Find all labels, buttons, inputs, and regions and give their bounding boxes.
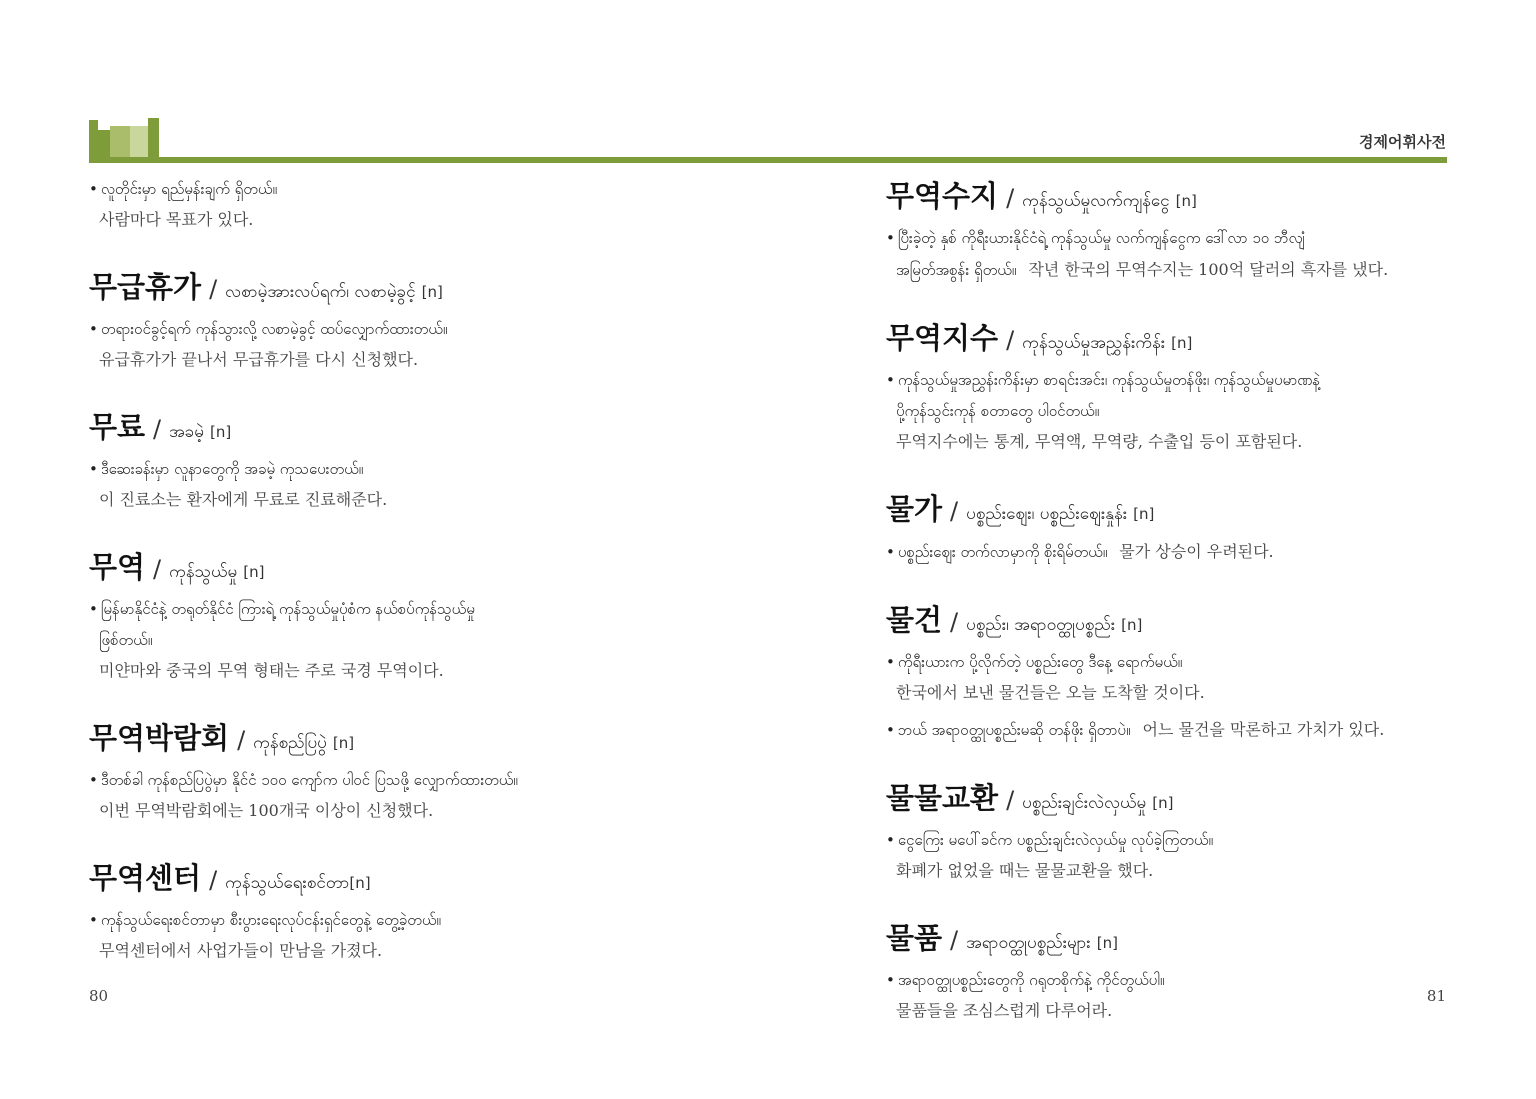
headword-meaning: ကုန်သွယ်ရေးစင်တာ — [225, 873, 350, 893]
entries-column-left — [89, 174, 729, 996]
headword: 무역 / ကုန်သွယ်မှု [n] — [89, 545, 729, 586]
part-of-speech: [n] — [1175, 192, 1197, 210]
part-of-speech: [n] — [210, 423, 232, 441]
part-of-speech: [n] — [332, 734, 355, 752]
part-of-speech: [n] — [1171, 334, 1193, 352]
entry — [89, 174, 729, 235]
example-myanmar: • ကုန်သွယ်ရေးစင်တာမှာ စီးပွားရေးလုပ်ငန်းရှင်တွေနဲ့ တွေ့ခဲ့တယ်။ — [89, 911, 441, 929]
entry — [886, 174, 1526, 286]
headword: 물품 / အရာဝတ္ထုပစ္စည်းများ [n] — [886, 916, 1526, 957]
example-myanmar: • လူတိုင်းမှာ ရည်မှန်းချက် ရှိတယ်။ — [89, 180, 277, 198]
entry — [89, 856, 729, 966]
example-myanmar-cont: ဖြစ်တယ်။ — [99, 631, 153, 649]
entry — [89, 716, 729, 826]
running-title: 경제어휘사전 — [1359, 133, 1446, 151]
example-korean: 무역센터에서 사업가들이 만남을 가졌다. — [99, 941, 383, 960]
entry — [886, 487, 1526, 568]
headword: 무역박람회 / ကုန်စည်ပြပွဲ [n] — [89, 716, 729, 757]
header-rule — [89, 157, 768, 163]
example-myanmar: • ပစ္စည်းဈေး တက်လာမှာကို စိုးရိမ်တယ်။ 물가 상승이 우려된다. — [886, 542, 1274, 561]
example-myanmar: • ပြီးခဲ့တဲ့ နှစ် ကိုရီးယားနိုင်ငံရဲ့ ကုန်သွယ်မှု လက်ကျန်ငွေက ဒေါ်လာ ၁၀ ဘီလျံ — [886, 229, 1305, 247]
headword: 물가 / ပစ္စည်းဈေး၊ ပစ္စည်းဈေးနှုန်း [n] — [886, 487, 1526, 528]
entry — [89, 545, 729, 686]
headword: 물물교환 / ပစ္စည်းချင်းလဲလှယ်မှု [n] — [886, 776, 1526, 817]
part-of-speech: [n] — [243, 563, 265, 581]
headword-term: 무역수지 — [886, 179, 999, 213]
headword-term: 물물교환 — [886, 781, 999, 815]
example-myanmar: • ဒီတစ်ခါ ကုန်စည်ပြပွဲမှာ နိုင်ငံ ၁၀၀ ကျော်က ပါဝင် ပြသဖို့ လျှောက်ထားတယ်။ — [89, 771, 518, 789]
example-korean: 무역지수에는 통계, 무역액, 무역량, 수출입 등이 포함된다. — [896, 432, 1303, 451]
headword: 무료 / အခမဲ့ [n] — [89, 405, 729, 446]
example-korean: 한국에서 보낸 물건들은 오늘 도착할 것이다. — [896, 683, 1205, 702]
example-myanmar: • တရားဝင်ခွင့်ရက် ကုန်သွားလို့ လစာမဲ့ခွင့် ထပ်လျှောက်ထားတယ်။ — [89, 320, 448, 338]
headword-meaning: ကုန်သွယ်မှု — [169, 562, 238, 582]
headword: 무역센터 / ကုန်သွယ်ရေးစင်တာ [n] — [89, 856, 729, 897]
headword-term: 물품 — [886, 921, 943, 955]
headword-term: 물건 — [886, 603, 943, 637]
headword-meaning: ကုန်သွယ်မှုအညွှန်းကိန်း — [1022, 333, 1166, 353]
example-korean: 미얀마와 중국의 무역 형태는 주로 국경 무역이다. — [99, 661, 444, 680]
page-number: 80 — [89, 987, 109, 1005]
example-myanmar-cont: အမြတ်အစွန်း ရှိတယ်။ 작년 한국의 무역수지는 100억 달러의 흑자를 냈다. — [896, 260, 1389, 279]
example-myanmar: • ကိုရီးယားက ပို့လိုက်တဲ့ ပစ္စည်းတွေ ဒီနေ့ ရောက်မယ်။ — [886, 653, 1183, 671]
entry — [89, 265, 729, 375]
headword-meaning: အရာဝတ္ထုပစ္စည်းများ — [966, 933, 1091, 953]
entry — [886, 776, 1526, 886]
headword-meaning: ကုန်စည်ပြပွဲ — [253, 733, 327, 753]
headword: 무급휴가 / လစာမဲ့အားလပ်ရက်၊ လစာမဲ့ခွင့် [n] — [89, 265, 729, 306]
headword: 물건 / ပစ္စည်း၊ အရာဝတ္ထုပစ္စည်း [n] — [886, 598, 1526, 639]
headword-term: 무역지수 — [886, 321, 999, 355]
headword-meaning: ပစ္စည်း၊ အရာဝတ္ထုပစ္စည်း — [966, 615, 1116, 635]
example-korean: 작년 한국의 무역수지는 100억 달러의 흑자를 냈다. — [1028, 260, 1389, 279]
page-number: 81 — [1426, 987, 1446, 1005]
example-korean: 사람마다 목표가 있다. — [99, 210, 254, 229]
example-korean: 물가 상승이 우려된다. — [1119, 542, 1274, 561]
part-of-speech: [n] — [1152, 794, 1174, 812]
header-decoration — [89, 118, 159, 160]
example-myanmar: • မြန်မာနိုင်ငံနဲ့ တရုတ်နိုင်ငံ ကြားရဲ့ ကုန်သွယ်မှုပုံစံက နယ်စပ်ကုန်သွယ်မှု — [89, 600, 475, 618]
right-page — [768, 0, 1536, 1099]
part-of-speech: [n] — [1121, 616, 1143, 634]
headword-term: 무역 — [89, 550, 146, 584]
example-korean: 이 진료소는 환자에게 무료로 진료해준다. — [99, 490, 388, 509]
headword-term: 물가 — [886, 492, 943, 526]
headword-meaning: အခမဲ့ — [169, 422, 205, 442]
headword-term: 무료 — [89, 410, 146, 444]
headword-term: 무급휴가 — [89, 270, 202, 304]
part-of-speech: [n] — [349, 874, 371, 892]
example-korean: 유급휴가가 끝나서 무급휴가를 다시 신청했다. — [99, 350, 419, 369]
example-myanmar: • ဘယ် အရာဝတ္ထုပစ္စည်းမဆို တန်ဖိုး ရှိတာပဲ။ 어느 물건을 막론하고 가치가 있다. — [886, 720, 1385, 739]
part-of-speech: [n] — [421, 283, 443, 301]
headword: 무역수지 / ကုန်သွယ်မှုလက်ကျန်ငွေ [n] — [886, 174, 1526, 215]
headword-meaning: ပစ္စည်းချင်းလဲလှယ်မှု — [1022, 793, 1147, 813]
headword: 무역지수 / ကုန်သွယ်မှုအညွှန်းကိန်း [n] — [886, 316, 1526, 357]
example-korean: 이번 무역박람회에는 100개국 이상이 신청했다. — [99, 801, 434, 820]
example-korean: 화폐가 없었을 때는 물물교환을 했다. — [896, 861, 1154, 880]
part-of-speech: [n] — [1096, 934, 1118, 952]
entry — [89, 405, 729, 515]
headword-term: 무역박람회 — [89, 721, 230, 755]
entry — [886, 916, 1526, 1026]
example-myanmar-cont: ပို့ကုန်သွင်းကုန် စတာတွေ ပါဝင်တယ်။ — [896, 402, 1100, 420]
entries-column-right — [886, 174, 1526, 1056]
entry — [886, 598, 1526, 746]
headword-meaning: ပစ္စည်းဈေး၊ ပစ္စည်းဈေးနှုန်း — [966, 504, 1128, 524]
example-korean: 어느 물건을 막론하고 가치가 있다. — [1142, 720, 1385, 739]
example-myanmar: • ကုန်သွယ်မှုအညွှန်းကိန်းမှာ စာရင်းအင်း၊ ကုန်သွယ်မှုတန်ဖိုး၊ ကုန်သွယ်မှုပမာဏနဲ့ — [886, 371, 1321, 389]
example-myanmar: • ဒီဆေးခန်းမှာ လူနာတွေကို အခမဲ့ ကုသပေးတယ်။ — [89, 460, 364, 478]
headword-term: 무역센터 — [89, 861, 202, 895]
headword-meaning: လစာမဲ့အားလပ်ရက်၊ လစာမဲ့ခွင့် — [225, 282, 416, 302]
example-korean: 물품들을 조심스럽게 다루어라. — [896, 1001, 1113, 1020]
entry — [886, 316, 1526, 457]
headword-meaning: ကုန်သွယ်မှုလက်ကျန်ငွေ — [1022, 191, 1170, 211]
header-rule — [768, 157, 1447, 163]
example-myanmar: • အရာဝတ္ထုပစ္စည်းတွေကို ဂရုတစိုက်နဲ့ ကိုင်တွယ်ပါ။ — [886, 971, 1165, 989]
example-myanmar: • ငွေကြေး မပေါ်ခင်က ပစ္စည်းချင်းလဲလှယ်မှု လုပ်ခဲ့ကြတယ်။ — [886, 831, 1213, 849]
part-of-speech: [n] — [1133, 505, 1155, 523]
